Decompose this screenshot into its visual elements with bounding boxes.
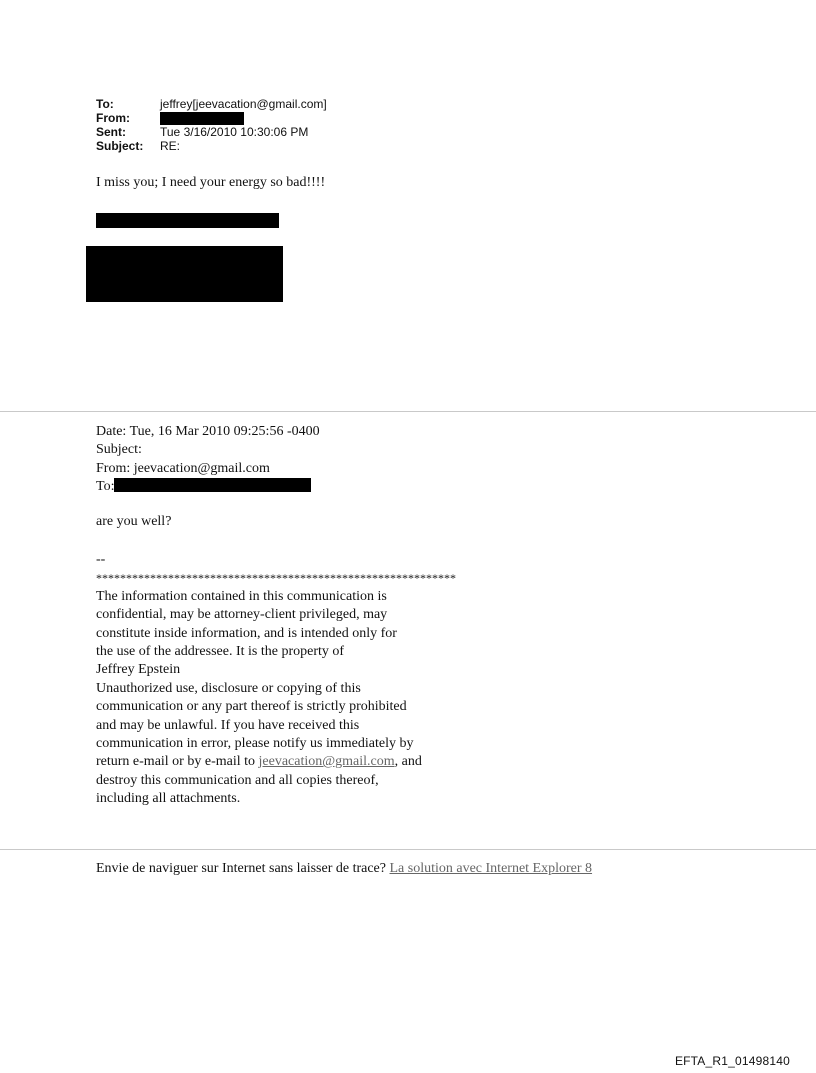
disclaimer-line: communication in error, please notify us immediately by (96, 735, 414, 751)
divider-bottom (0, 849, 816, 850)
forwarded-from: From: jeevacation@gmail.com (96, 460, 270, 476)
from-label: From: (96, 111, 130, 125)
email-link[interactable]: jeevacation@gmail.com (258, 754, 395, 770)
disclaimer-line: including all attachments. (96, 791, 241, 807)
disclaimer-line: Unauthorized use, disclosure or copying of this (96, 680, 361, 696)
sent-label: Sent: (96, 125, 126, 139)
return-line-prefix: return e-mail or by e-mail to (96, 754, 259, 770)
subject-value: RE: (160, 139, 181, 153)
signature-redaction-bar (96, 213, 279, 228)
disclaimer-line: and may be unlawful. If you have received this (96, 717, 360, 733)
forwarded-subject: Subject: (96, 442, 142, 458)
disclaimer-line: communication or any part thereof is strictly prohibited (96, 699, 407, 715)
signature-stars: ************************************************************ (96, 571, 456, 586)
forwarded-header (96, 423, 320, 497)
disclaimer-line: constitute inside information, and is intended only for (96, 625, 397, 641)
email-header (96, 97, 327, 153)
header-subject-row (96, 139, 327, 153)
to-label: To: (96, 97, 114, 111)
footer-text: Envie de naviguer sur Internet sans laisser de trace? (96, 861, 390, 876)
to-redaction (114, 478, 311, 492)
disclaimer-line: the use of the addressee. It is the property of (96, 643, 345, 659)
sent-value: Tue 3/16/2010 10:30:06 PM (160, 125, 309, 139)
subject-label: Subject: (96, 139, 144, 153)
header-to-row (96, 97, 327, 111)
divider-top (0, 411, 816, 412)
forwarded-body: are you well? (96, 514, 172, 529)
disclaimer-line: destroy this communication and all copies thereof, (96, 772, 379, 788)
from-redaction (160, 112, 244, 125)
header-sent-row (96, 125, 327, 139)
signature-dash: -- (96, 552, 106, 567)
forwarded-to-row (96, 478, 320, 496)
header-from-row (96, 111, 327, 125)
return-line-suffix: , and (394, 754, 422, 770)
forwarded-date: Date: Tue, 16 Mar 2010 09:25:56 -0400 (96, 424, 320, 439)
footer-promo (96, 860, 592, 878)
disclaimer-line: confidential, may be attorney-client privileged, may (96, 607, 388, 623)
disclaimer-return-line (96, 753, 456, 771)
forwarded-to-label: To: (96, 479, 115, 495)
footer-link[interactable]: La solution avec Internet Explorer 8 (389, 861, 593, 876)
reply-body: I miss you; I need your energy so bad!!!! (96, 175, 326, 190)
to-value: jeffrey[jeevacation@gmail.com] (160, 97, 327, 111)
disclaimer-line: The information contained in this communication is (96, 588, 387, 604)
disclaimer (96, 551, 456, 808)
signature-redaction-block (86, 246, 283, 302)
disclaimer-line: Jeffrey Epstein (96, 662, 181, 678)
bates-number: EFTA_R1_01498140 (674, 1054, 790, 1068)
